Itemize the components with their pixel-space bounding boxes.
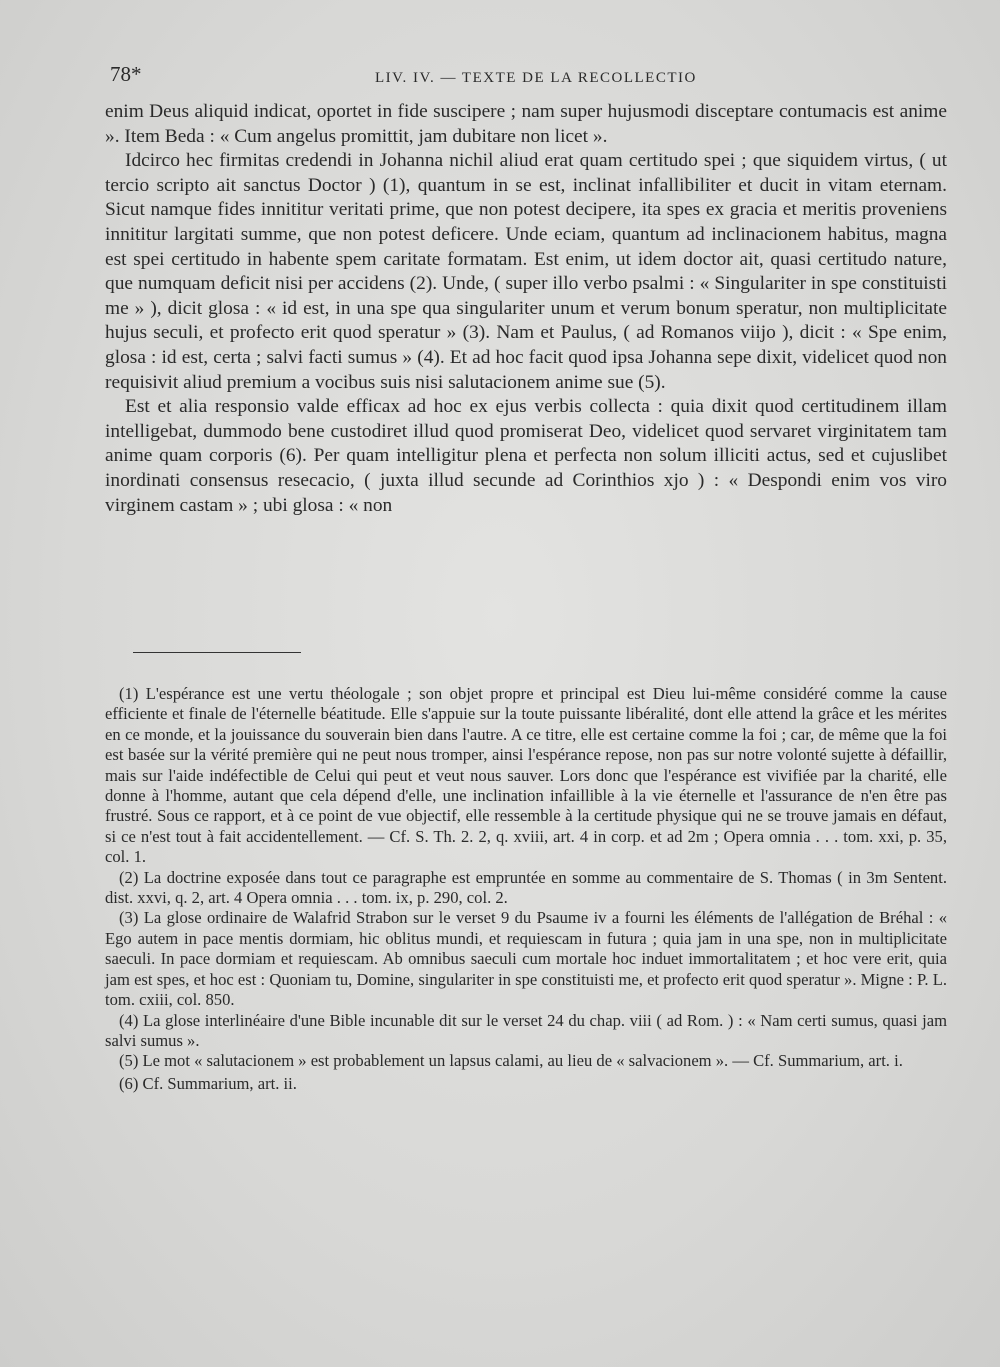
footnote-2: (2) La doctrine exposée dans tout ce paragraphe est empruntée en somme au commentaire de S. Thomas ( in 3m Sentent. dist. xxvi, q. 2, art. 4 Opera omnia . . . tom. ix, p. 290, col. 2. xyxy=(105,867,947,908)
body-paragraph: enim Deus aliquid indicat, oportet in fide suscipere ; nam super hujusmodi disceptare contumacis est anime ». Item Beda : « Cum angelus promittit, jam dubitare non licet ». xyxy=(105,101,947,147)
footnotes xyxy=(105,684,947,1094)
footnote-4: (4) La glose interlinéaire d'une Bible incunable dit sur le verset 24 du chap. viii ( ad Rom. ) : « Nam certi sumus, quasi jam salvi sumus ». xyxy=(105,1010,947,1050)
footnote-1: (1) L'espérance est une vertu théologale ; son objet propre et principal est Dieu lui-même considéré comme la cause efficiente et finale de l'éternelle béatitude. Elle s'appuie sur la toute puissante libéralité, dont elle attend la grâce et les mérites en ce monde, et la jouissance du souverain bien dans l'autre. A ce titre, elle est certaine comme la foi ; car, de même que la foi est basée sur la vérité première qui ne peut nous tromper, ainsi l'espérance repose, non pas sur notre volonté sujette à défaillir, mais sur l'aide indéfectible de Celui qui peut et veut nous sauver. Lors donc que l'espérance est vivifiée par la charité, elle donne à l'homme, autant que cela dépend d'elle, une inclination infaillible à la vie éternelle et l'assurance de n'en être pas frustré. Sous ce rapport, et à ce point de vue objectif, elle ressemble à la certitude physique qui ne se trouve jamais en défaut, si ce n'est tout à fait accidentellement. — Cf. S. Th. 2. 2, q. xviii, art. 4 in corp. et ad 2m ; Opera omnia . . . tom. xxi, p. 35, col. 1. xyxy=(105,684,947,867)
body-paragraph: Idcirco hec firmitas credendi in Johanna nichil aliud erat quam certitudo spei ; que siquidem virtus, ( ut tercio scripto ait sanctus Doctor ) (1), quantum in se est, inclinat infallibiliter et ducit in vitam eternam. Sicut namque fides innititur veritati prime, que non potest decipere, ita spes ex gracia et meritis proveniens innititur largitati summe, que non potest deficere. Unde eciam, quantum ad inclinacionem habitus, magna est spei certitudo in habente spem caritate formatam. Est enim, ut idem doctor ait, quasi certitudo nature, que numquam deficit nisi per accidens (2). Unde, ( super illo verbo psalmi : « Singulariter in spe constituisti me » ), dicit glosa : « id est, in una spe qua singulariter unum et verum bonum speratur, non multiplicitate hujus seculi, et profecto erit quod speratur » (3). Nam et Paulus, ( ad Romanos viijo ), dicit : « Spe enim, glosa : id est, certa ; salvi facti sumus » (4). Et ad hoc facit quod ipsa Johanna sepe dixit, videlicet quod non requisivit aliud premium a vocibus suis nisi salutacionem anime sue (5). xyxy=(105,150,947,393)
running-title: LIV. IV. — TEXTE DE LA RECOLLECTIO xyxy=(375,70,697,86)
main-text xyxy=(105,100,947,518)
footnote-6: (6) Cf. Summarium, art. ii. xyxy=(119,1073,297,1093)
page-header xyxy=(110,62,950,92)
footnote-5: (5) Le mot « salutacionem » est probablement un lapsus calami, au lieu de « salvacionem ». — Cf. Summarium, art. i. xyxy=(119,1051,903,1071)
footnote-3: (3) La glose ordinaire de Walafrid Strabon sur le verset 9 du Psaume iv a fourni les éléments de l'allégation de Bréhal : « Ego autem in pace mentis dormiam, hic oblitus mundi, et requiescam in futura ; quia jam in una spe, non in multiplicitate saeculi. In pace dormiam et requiescam. Ab omnibus saeculi cum mortale hoc induet immortalitatem ; et hoc vere erit, quia jam est spes, et hoc est : Quoniam tu, Domine, singulariter in spe constituisti me, et profecto erit quod speratur ». Migne : P. L. tom. cxiii, col. 850. xyxy=(105,908,947,1010)
page-number: 78* xyxy=(110,62,142,86)
body-paragraph: Est et alia responsio valde efficax ad hoc ex ejus verbis collecta : quia dixit quod certitudinem illam intelligebat, dummodo bene custodiret illud quod promiserat Deo, videlicet quod servaret virginitatem tam anime quam corporis (6). Per quam intelligitur plena et perfecta non solum illiciti actus, sed et cujuslibet inordinati consensus resecacio, ( juxta illud secunde ad Corinthios xjo ) : « Despondi enim vos viro virginem castam » ; ubi glosa : « non xyxy=(105,396,947,516)
footnote-separator xyxy=(133,652,301,653)
